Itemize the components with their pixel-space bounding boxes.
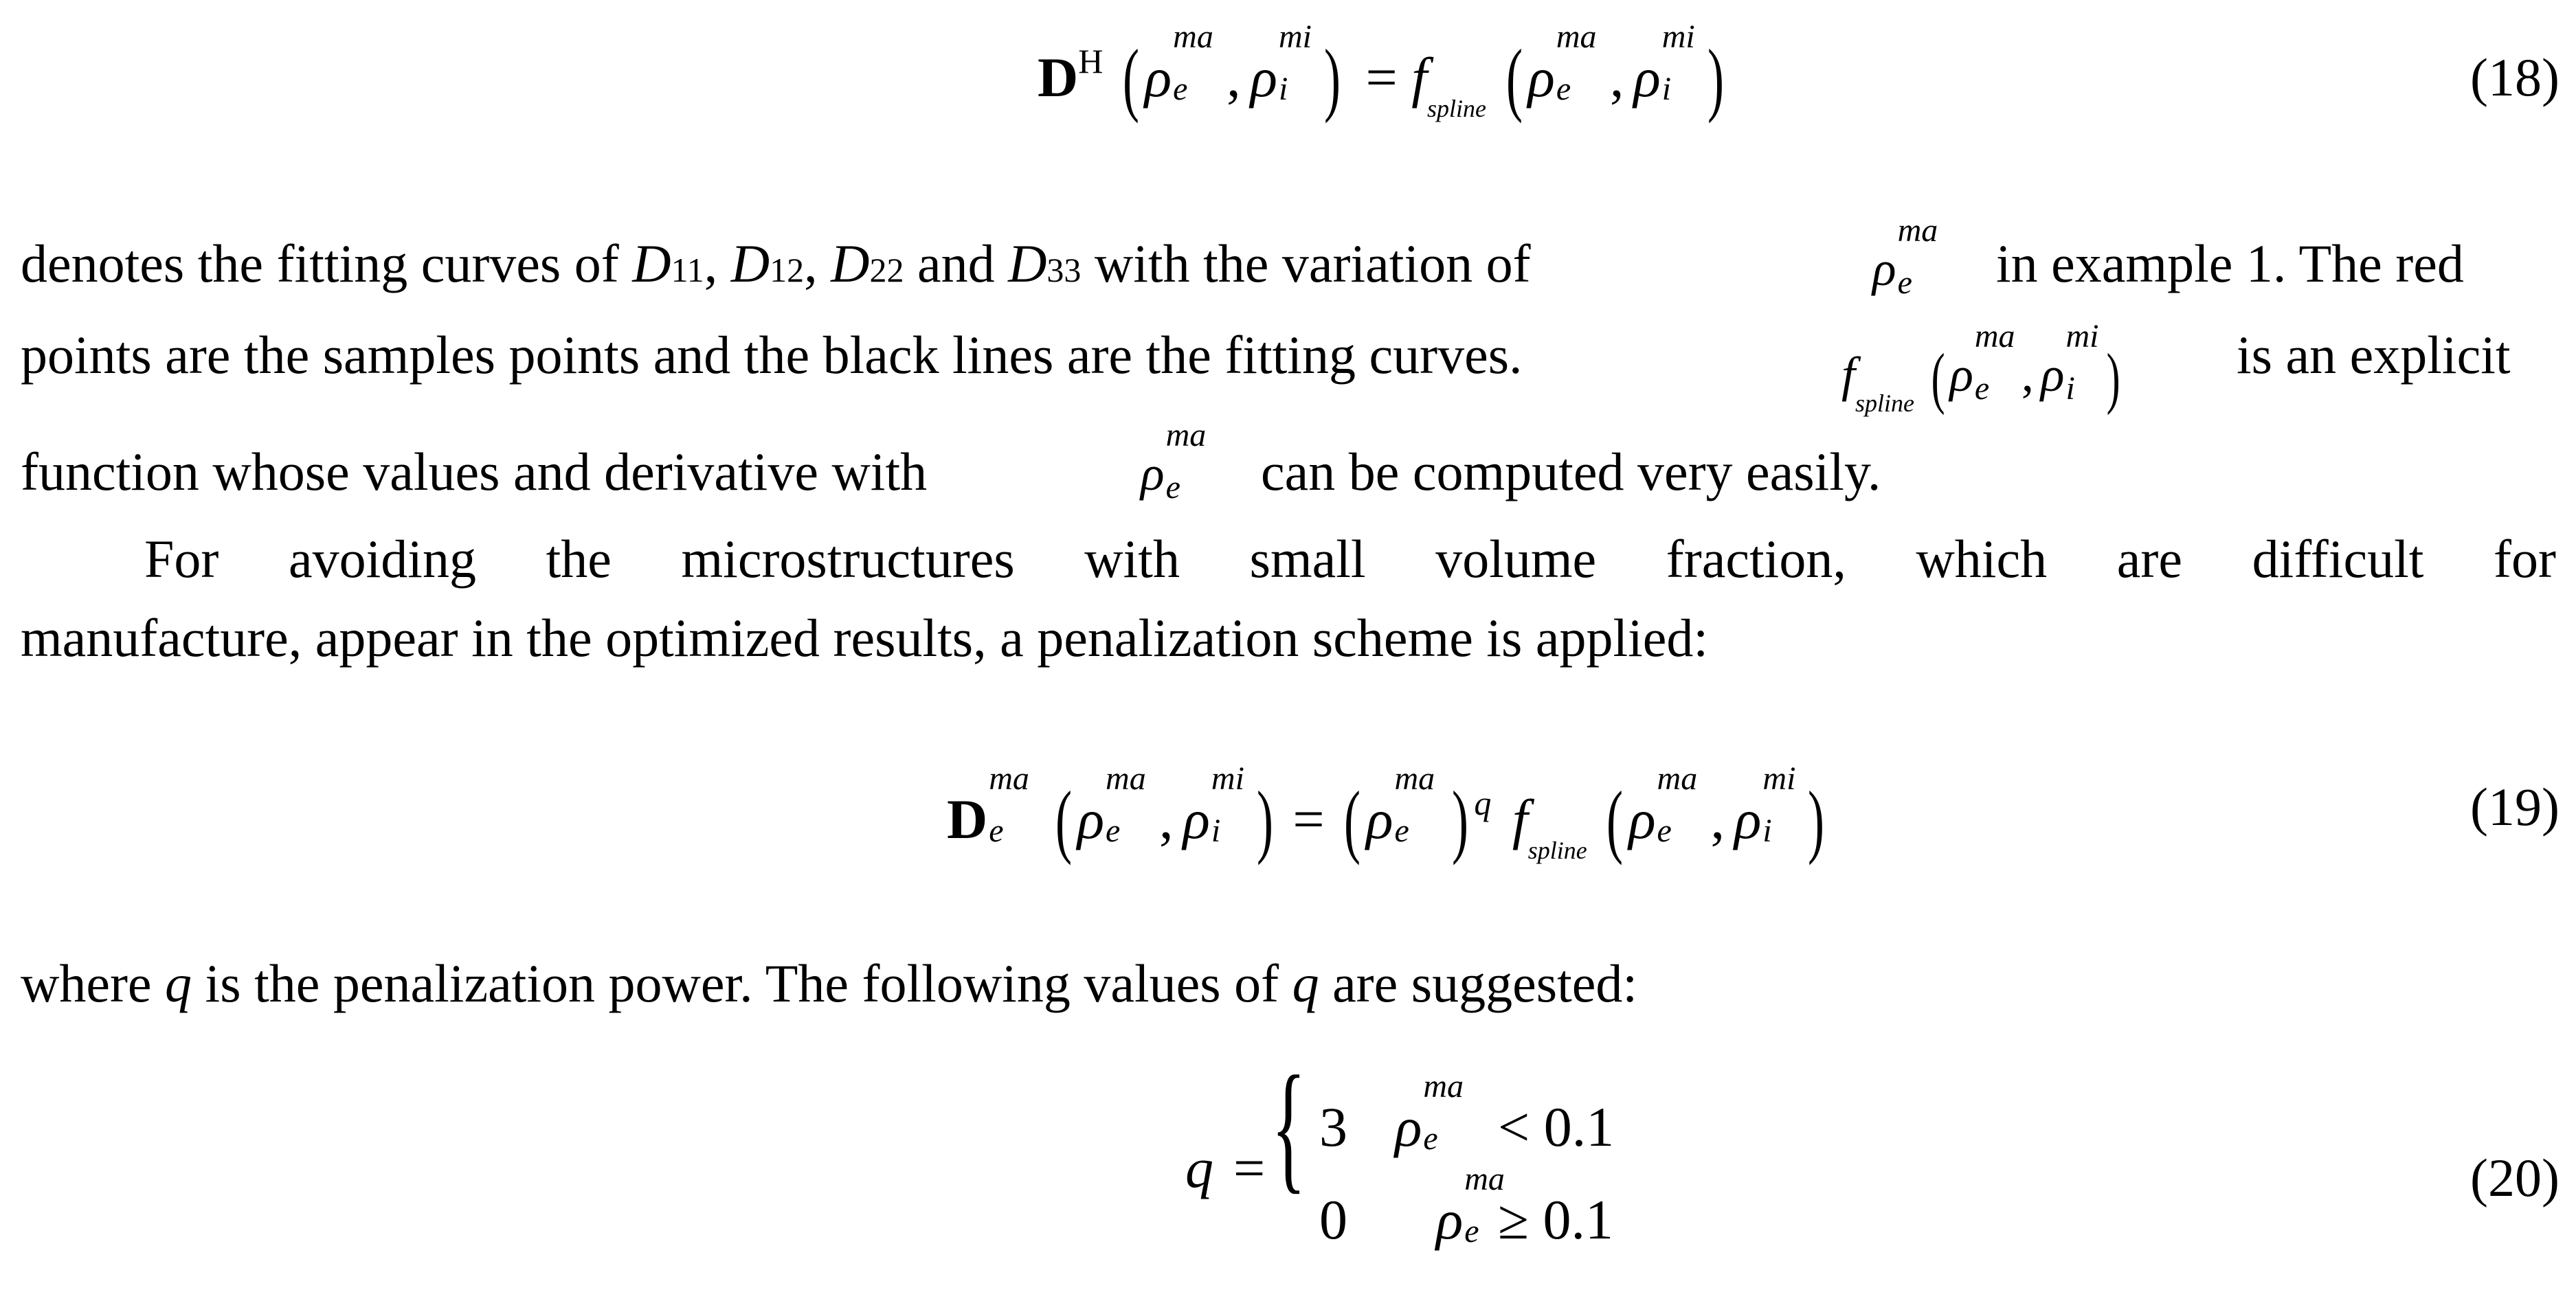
- case-1-rho: ρ ma e: [1395, 1068, 1464, 1158]
- case-2-rho: ρ ma e: [1435, 1161, 1505, 1251]
- paragraph-2-line-2: manufacture, appear in the optimized results, a penalization scheme is applied:: [21, 608, 1709, 668]
- equation-20: q = { 3 ρ ma e < 0.1 0 ρ ma e ≥ 0.1: [1185, 1047, 1615, 1251]
- eq19-D: D ma e: [947, 760, 1029, 850]
- paragraph-1-line-2-end: is an explicit: [2237, 325, 2511, 385]
- eq18-D: D: [1038, 46, 1079, 109]
- case-2-condition: ≥ 0.1: [1498, 1188, 1614, 1251]
- paragraph-1-line-1-end: in example 1. The red: [1996, 234, 2464, 293]
- left-brace: {: [1271, 1047, 1306, 1206]
- equation-18: $D^H$ (ρ ma e , ρ mi i ) = $f_{spline}$ (ρ ma e , ρ mi i ): [1038, 19, 1724, 124]
- equation-number-20: (20): [2470, 1148, 2560, 1208]
- paragraph-1-line-2: points are the samples points and the black lines are the fitting curves.: [21, 325, 1523, 385]
- inline-rho-e-ma-2: ρ ma e: [1141, 417, 1207, 506]
- inline-f-spline: $f_{spline}$ (ρ ma e , ρ mi i ): [1841, 318, 2121, 417]
- case-2-value: 0: [1319, 1188, 1347, 1251]
- equation-number-18: (18): [2470, 47, 2560, 107]
- case-1-condition: < 0.1: [1498, 1096, 1615, 1158]
- paragraph-1-line-1: denotes the fitting curves of D11, D12, D22 and D33 with the variation of: [21, 234, 1531, 293]
- paragraph-1-line-3: function whose values and derivative with: [21, 442, 928, 501]
- equation-19: D ma e (ρ ma e , ρ mi i ) = (ρ ma e ) $^q$ $f_{spline}$ (ρ ma e , ρ mi i ): [947, 760, 1825, 865]
- paragraph-3: where q is the penalization power. The following values of q are suggested:: [21, 953, 1638, 1013]
- inline-rho-e-ma-1: ρ ma e: [1872, 212, 1938, 301]
- paragraph-2-line-1: For avoiding the microstructures with small volume fraction, which are difficult for: [144, 529, 2556, 589]
- paragraph-1-line-3-end: can be computed very easily.: [1261, 442, 1881, 501]
- case-1-value: 3: [1319, 1096, 1347, 1158]
- equation-number-19: (19): [2470, 777, 2560, 837]
